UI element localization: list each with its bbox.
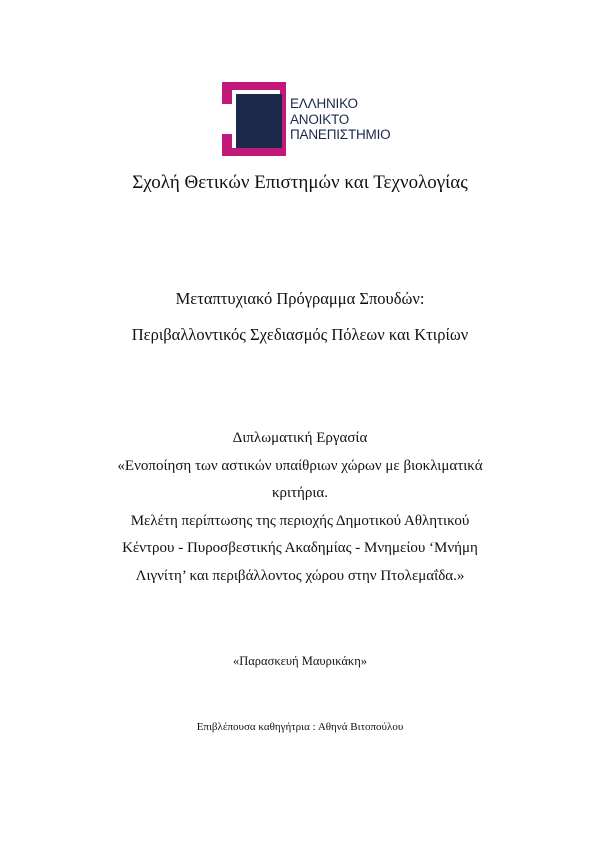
university-logo bbox=[222, 82, 412, 156]
school-name: Σχολή Θετικών Επιστημών και Τεχνολογίας bbox=[132, 172, 468, 193]
author-name: «Παρασκευή Μαυρικάκη» bbox=[232, 654, 368, 668]
thesis-title-line: Κέντρου - Πυροσβεστικής Ακαδημίας - Μνημείου ‘Μνήμη bbox=[122, 540, 478, 556]
thesis-title-line: Λιγνίτη’ και περιβάλλοντος χώρου στην Πτολεμαΐδα.» bbox=[135, 567, 465, 584]
thesis-block bbox=[0, 425, 600, 590]
thesis-title-line: Μελέτη περίπτωσης της περιοχής Δημοτικού Αθλητικού bbox=[130, 512, 470, 529]
thesis-label: Διπλωματική Εργασία bbox=[232, 430, 368, 446]
logo-mark-icon bbox=[222, 82, 290, 156]
supervisor: Επιβλέπουσα καθηγήτρια : Αθηνά Βιτοπούλου bbox=[196, 721, 404, 733]
program-title-line-1: Μεταπτυχιακό Πρόγραμμα Σπουδών: bbox=[175, 289, 425, 308]
logo-line-3: ΠΑΝΕΠΙΣΤΗΜΙΟ bbox=[290, 127, 391, 142]
thesis-title-line: κριτήρια. bbox=[271, 485, 329, 501]
logo-line-2: ΑΝΟΙΚΤΟ bbox=[290, 111, 350, 127]
logo-wordmark bbox=[290, 96, 390, 143]
program-title-line-2: Περιβαλλοντικός Σχεδιασμός Πόλεων και Κτιρίων bbox=[131, 325, 469, 344]
logo-line-1: ΕΛΛΗΝΙΚΟ bbox=[290, 96, 358, 111]
thesis-title-line: «Ενοποίηση των αστικών υπαίθριων χώρων με βιοκλιματικά bbox=[117, 457, 483, 474]
